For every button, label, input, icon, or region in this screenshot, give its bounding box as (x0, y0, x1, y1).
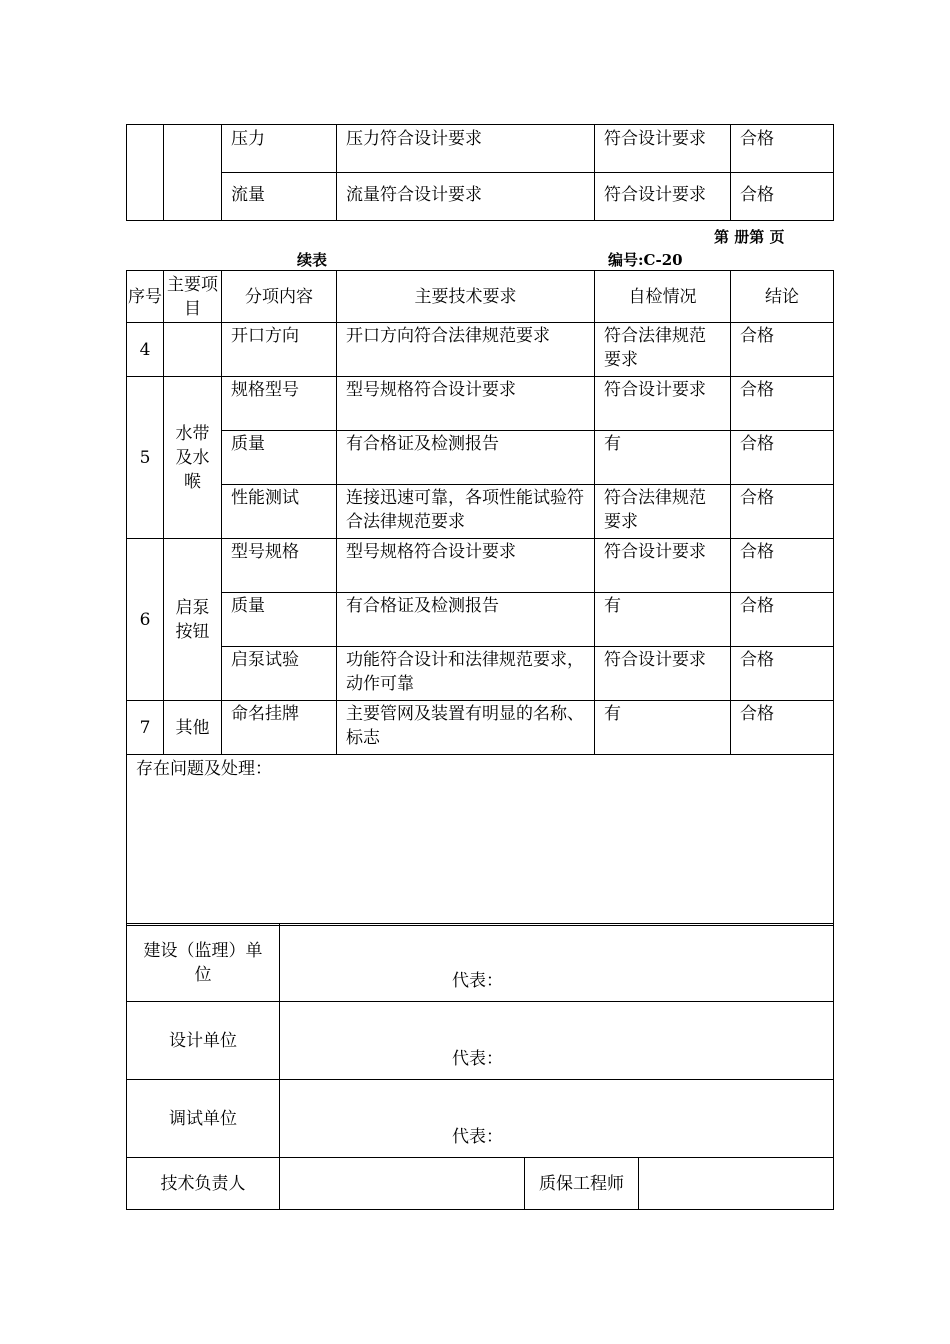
issues-row (127, 755, 834, 926)
conclusion: 合格 (731, 431, 834, 485)
self-check: 符合设计要求 (595, 173, 731, 221)
sub-item: 压力 (222, 125, 337, 173)
conclusion: 合格 (731, 647, 834, 701)
conclusion: 合格 (731, 125, 834, 173)
tech-requirement: 有合格证及检测报告 (337, 431, 595, 485)
header-req: 主要技术要求 (337, 271, 595, 323)
self-check: 有 (595, 431, 731, 485)
table-row (127, 377, 834, 431)
conclusion: 合格 (731, 539, 834, 593)
sub-item: 流量 (222, 173, 337, 221)
header-check: 自检情况 (595, 271, 731, 323)
self-check: 符合设计要求 (595, 125, 731, 173)
table-row (127, 539, 834, 593)
self-check: 符合法律规范要求 (595, 323, 731, 377)
self-check: 符合设计要求 (595, 647, 731, 701)
conclusion: 合格 (731, 323, 834, 377)
sub-item: 性能测试 (222, 485, 337, 539)
sub-item: 命名挂牌 (222, 701, 337, 755)
inspection-table (126, 270, 834, 926)
header-result: 结论 (731, 271, 834, 323)
self-check: 有 (595, 593, 731, 647)
conclusion: 合格 (731, 701, 834, 755)
representative-label: 代表： (452, 1049, 503, 1069)
group-item: 水带及水喉 (164, 377, 222, 539)
qa-engineer-signature (639, 1158, 834, 1210)
group-no: 7 (127, 701, 164, 755)
header-item: 主要项目 (164, 271, 222, 323)
commissioning-signature-area (280, 1080, 834, 1158)
page-marker: 第 册第 页 (714, 228, 785, 246)
tech-requirement: 开口方向符合法律规范要求 (337, 323, 595, 377)
form-number: 编号:C-20 (608, 251, 683, 269)
group-item: 启泵按钮 (164, 539, 222, 701)
table-row (127, 593, 834, 647)
sub-item: 启泵试验 (222, 647, 337, 701)
table-row (127, 701, 834, 755)
qa-engineer-label: 质保工程师 (525, 1158, 639, 1210)
table-row (127, 431, 834, 485)
tech-requirement: 连接迅速可靠，各项性能试验符合法律规范要求 (337, 485, 595, 539)
representative-label: 代表： (452, 971, 503, 991)
commissioning-unit-label: 调试单位 (127, 1080, 280, 1158)
representative-label: 代表： (452, 1127, 503, 1147)
tech-requirement: 功能符合设计和法律规范要求，动作可靠 (337, 647, 595, 701)
self-check: 符合设计要求 (595, 539, 731, 593)
tech-lead-label: 技术负责人 (127, 1158, 280, 1210)
group-item (164, 323, 222, 377)
sub-item: 开口方向 (222, 323, 337, 377)
group-no: 6 (127, 539, 164, 701)
table-row (127, 323, 834, 377)
top-item-cell (164, 125, 222, 221)
self-check: 有 (595, 701, 731, 755)
issues-label: 存在问题及处理： (127, 755, 834, 926)
table-row (127, 485, 834, 539)
construction-signature-area (280, 924, 834, 1002)
tech-requirement: 型号规格符合设计要求 (337, 377, 595, 431)
tech-requirement: 压力符合设计要求 (337, 125, 595, 173)
tech-requirement: 主要管网及装置有明显的名称、标志 (337, 701, 595, 755)
conclusion: 合格 (731, 377, 834, 431)
tech-requirement: 有合格证及检测报告 (337, 593, 595, 647)
header-no: 序号 (127, 271, 164, 323)
header-sub: 分项内容 (222, 271, 337, 323)
self-check: 符合设计要求 (595, 377, 731, 431)
top-table (126, 124, 834, 221)
signature-table (126, 923, 834, 1210)
header-row (127, 271, 834, 323)
conclusion: 合格 (731, 593, 834, 647)
group-no: 4 (127, 323, 164, 377)
design-unit-label: 设计单位 (127, 1002, 280, 1080)
group-no: 5 (127, 377, 164, 539)
conclusion: 合格 (731, 485, 834, 539)
construction-unit-label: 建设（监理）单位 (127, 924, 280, 1002)
tech-lead-signature (280, 1158, 525, 1210)
tech-requirement: 型号规格符合设计要求 (337, 539, 595, 593)
conclusion: 合格 (731, 173, 834, 221)
group-item: 其他 (164, 701, 222, 755)
sub-item: 质量 (222, 593, 337, 647)
top-no-cell (127, 125, 164, 221)
tech-requirement: 流量符合设计要求 (337, 173, 595, 221)
design-signature-area (280, 1002, 834, 1080)
sub-item: 规格型号 (222, 377, 337, 431)
continued-label: 续表 (297, 251, 328, 269)
table-row (127, 647, 834, 701)
sub-item: 质量 (222, 431, 337, 485)
self-check: 符合法律规范要求 (595, 485, 731, 539)
sub-item: 型号规格 (222, 539, 337, 593)
